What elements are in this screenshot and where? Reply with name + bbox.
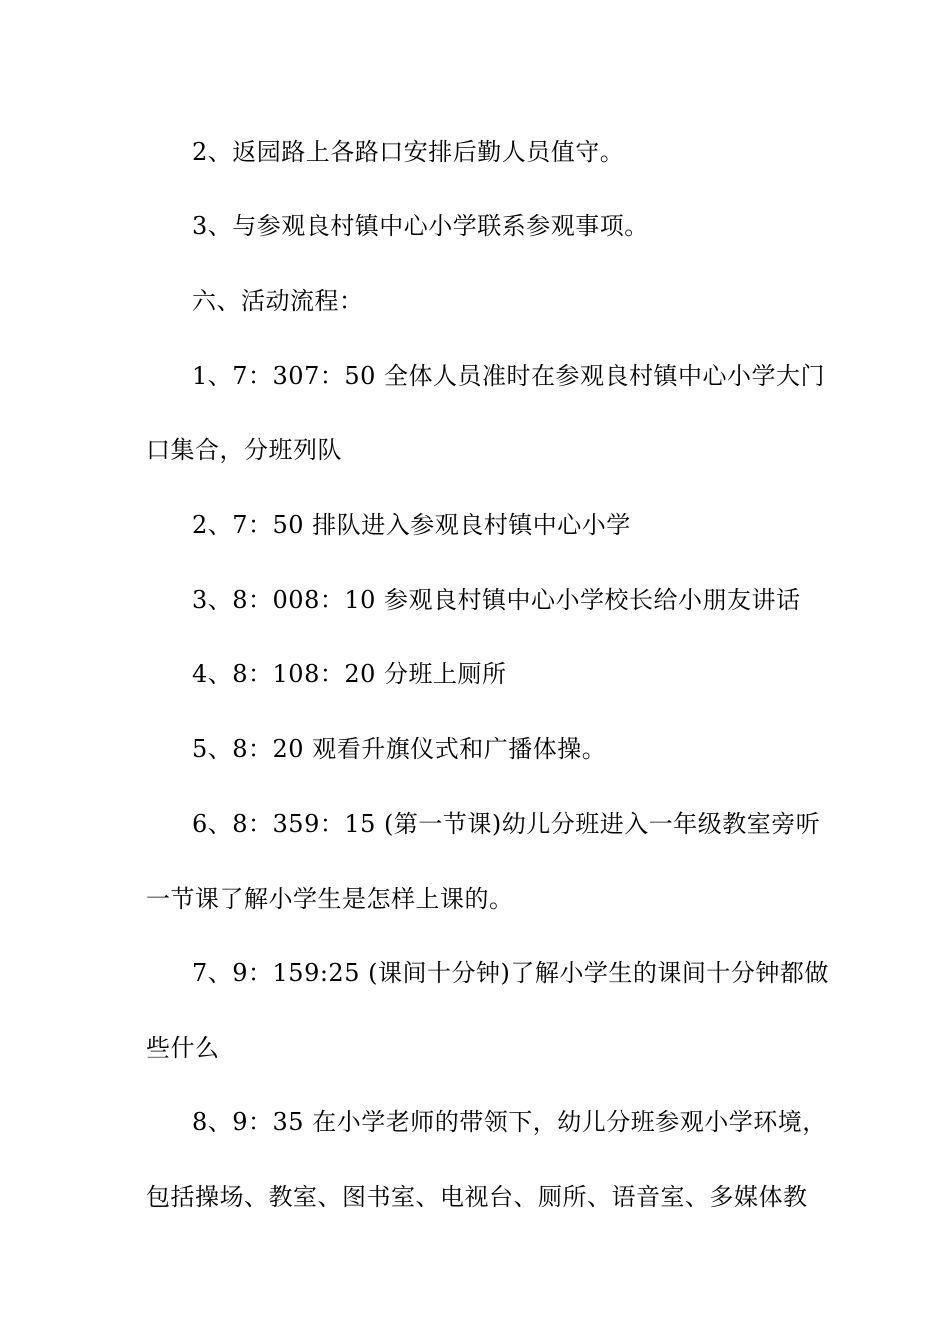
paragraph-line: 2、返园路上各路口安排后勤人员值守。 [192,138,625,166]
paragraph-line: 口集合，分班列队 [146,436,342,464]
paragraph-line: 5、8：20 观看升旗仪式和广播体操。 [192,735,607,763]
paragraph-line: 4、8：108：20 分班上厕所 [192,660,507,688]
paragraph-line: 7、9：159:25 (课间十分钟)了解小学生的课间十分钟都做 [192,959,829,987]
paragraph-line: 一节课了解小学生是怎样上课的。 [146,885,514,913]
section-heading: 六、活动流程： [192,287,364,315]
paragraph-line: 3、8：008：10 参观良村镇中心小学校长给小朋友讲话 [192,586,801,614]
paragraph-line: 2、7：50 排队进入参观良村镇中心小学 [192,511,631,539]
paragraph-line: 些什么 [146,1034,220,1062]
paragraph-line: 包括操场、教室、图书室、电视台、厕所、语音室、多媒体教 [146,1183,808,1211]
paragraph-line: 1、7：307：50 全体人员准时在参观良村镇中心小学大门 [192,362,826,390]
paragraph-line: 8、9：35 在小学老师的带领下，幼儿分班参观小学环境， [192,1108,827,1136]
paragraph-line: 3、与参观良村镇中心小学联系参观事项。 [192,212,649,240]
paragraph-line: 6、8：359：15 (第一节课)幼儿分班进入一年级教室旁听 [192,810,821,838]
